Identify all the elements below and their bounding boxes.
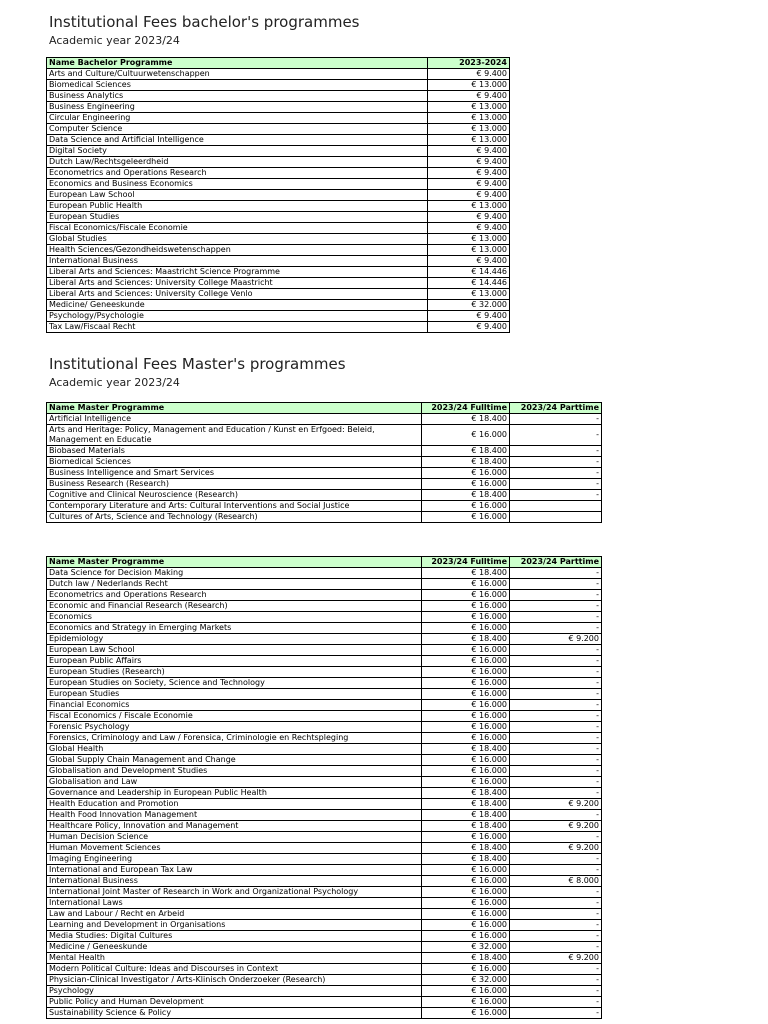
programme-name-cell: Biomedical Sciences	[47, 80, 428, 91]
parttime-fee-cell: -	[510, 898, 602, 909]
table-row	[47, 501, 602, 512]
fee-cell: € 16.000	[422, 656, 510, 667]
programme-name-cell: European Public Affairs	[47, 656, 422, 667]
programme-name-cell: Media Studies: Digital Cultures	[47, 931, 422, 942]
table-row	[47, 964, 602, 975]
table-row	[47, 278, 510, 289]
table-row	[47, 667, 602, 678]
parttime-fee-cell: -	[510, 755, 602, 766]
fee-cell: € 13.000	[428, 245, 510, 256]
fee-cell: € 16.000	[422, 832, 510, 843]
fee-cell: € 18.400	[422, 821, 510, 832]
programme-name-cell: Artificial Intelligence	[47, 414, 422, 425]
parttime-fee-cell: -	[510, 722, 602, 733]
table-row	[47, 843, 602, 854]
programme-name-cell: Business Research (Research)	[47, 479, 422, 490]
programme-name-cell: Business Intelligence and Smart Services	[47, 468, 422, 479]
parttime-fee-cell: -	[510, 479, 602, 490]
programme-name-cell: International Business	[47, 876, 422, 887]
fee-cell: € 18.400	[422, 788, 510, 799]
programme-name-cell: Economics	[47, 612, 422, 623]
table-row	[47, 634, 602, 645]
table-row	[47, 689, 602, 700]
programme-name-cell: Computer Science	[47, 124, 428, 135]
parttime-fee-cell: -	[510, 678, 602, 689]
fee-cell: € 16.000	[422, 722, 510, 733]
master-fees-table-continued	[46, 556, 602, 1019]
table-row	[47, 490, 602, 501]
master-academic-year: Academic year 2023/24	[49, 376, 180, 389]
table-row	[47, 788, 602, 799]
programme-name-cell: Biobased Materials	[47, 446, 422, 457]
programme-name-cell: Governance and Leadership in European Public Health	[47, 788, 422, 799]
programme-name-cell: Liberal Arts and Sciences: University College Venlo	[47, 289, 428, 300]
programme-name-cell: Fiscal Economics / Fiscale Economie	[47, 711, 422, 722]
fee-cell: € 18.400	[422, 446, 510, 457]
programme-name-cell: Public Policy and Human Development	[47, 997, 422, 1008]
fee-cell: € 9.400	[428, 212, 510, 223]
parttime-fee-cell: -	[510, 568, 602, 579]
fee-cell: € 18.400	[422, 414, 510, 425]
table-row	[47, 190, 510, 201]
table-row	[47, 909, 602, 920]
programme-name-cell: Econometrics and Operations Research	[47, 168, 428, 179]
fee-cell: € 32.000	[422, 942, 510, 953]
fee-cell: € 18.400	[422, 953, 510, 964]
table-row	[47, 168, 510, 179]
parttime-fee-cell: -	[510, 490, 602, 501]
fee-cell: € 13.000	[428, 289, 510, 300]
table-row	[47, 201, 510, 212]
fee-cell: € 32.000	[422, 975, 510, 986]
fee-cell: € 16.000	[422, 997, 510, 1008]
programme-name-cell: Business Analytics	[47, 91, 428, 102]
column-header-programme: Name Master Programme	[47, 403, 422, 414]
parttime-fee-cell: -	[510, 964, 602, 975]
programme-name-cell: Forensics, Criminology and Law / Forensica, Criminologie en Rechtspleging	[47, 733, 422, 744]
programme-name-cell: Data Science for Decision Making	[47, 568, 422, 579]
table-row	[47, 865, 602, 876]
table-row	[47, 468, 602, 479]
programme-name-cell: European Law School	[47, 645, 422, 656]
programme-name-cell: Health Sciences/Gezondheidswetenschappen	[47, 245, 428, 256]
parttime-fee-cell: -	[510, 711, 602, 722]
table-row	[47, 146, 510, 157]
programme-name-cell: Tax Law/Fiscaal Recht	[47, 322, 428, 333]
programme-name-cell: Biomedical Sciences	[47, 457, 422, 468]
fee-cell: € 16.000	[422, 623, 510, 634]
programme-name-cell: Global Health	[47, 744, 422, 755]
programme-name-cell: Human Decision Science	[47, 832, 422, 843]
programme-name-cell: International Joint Master of Research in Work and Organizational Psychology	[47, 887, 422, 898]
table-row	[47, 234, 510, 245]
programme-name-cell: Dutch law / Nederlands Recht	[47, 579, 422, 590]
fee-cell: € 16.000	[422, 876, 510, 887]
table-row	[47, 102, 510, 113]
table-row	[47, 568, 602, 579]
programme-name-cell: Digital Society	[47, 146, 428, 157]
table-row	[47, 289, 510, 300]
table-row	[47, 322, 510, 333]
parttime-fee-cell: -	[510, 975, 602, 986]
programme-name-cell: Globalisation and Law	[47, 777, 422, 788]
fee-cell: € 18.400	[422, 457, 510, 468]
programme-name-cell: Econometrics and Operations Research	[47, 590, 422, 601]
parttime-fee-cell: -	[510, 766, 602, 777]
parttime-fee-cell: € 8.000	[510, 876, 602, 887]
parttime-fee-cell: -	[510, 997, 602, 1008]
programme-name-cell: Medicine/ Geneeskunde	[47, 300, 428, 311]
table-row	[47, 733, 602, 744]
programme-name-cell: Data Science and Artificial Intelligence	[47, 135, 428, 146]
programme-name-cell: Epidemiology	[47, 634, 422, 645]
fee-cell: € 13.000	[428, 234, 510, 245]
fee-cell: € 18.400	[422, 744, 510, 755]
fee-cell: € 9.400	[428, 146, 510, 157]
fee-cell: € 16.000	[422, 501, 510, 512]
fee-cell: € 16.000	[422, 865, 510, 876]
table-row	[47, 1008, 602, 1019]
table-row	[47, 612, 602, 623]
programme-name-cell: Circular Engineering	[47, 113, 428, 124]
parttime-fee-cell: -	[510, 700, 602, 711]
table-row	[47, 479, 602, 490]
table-row	[47, 920, 602, 931]
table-row	[47, 986, 602, 997]
table-row	[47, 755, 602, 766]
parttime-fee-cell: -	[510, 645, 602, 656]
programme-name-cell: Cognitive and Clinical Neuroscience (Research)	[47, 490, 422, 501]
fee-cell: € 16.000	[422, 579, 510, 590]
parttime-fee-cell: -	[510, 854, 602, 865]
column-header-parttime: 2023/24 Parttime	[510, 557, 602, 568]
parttime-fee-cell: -	[510, 832, 602, 843]
fee-cell: € 14.446	[428, 278, 510, 289]
programme-name-cell: Mental Health	[47, 953, 422, 964]
programme-name-cell: Liberal Arts and Sciences: University College Maastricht	[47, 278, 428, 289]
fee-cell: € 9.400	[428, 179, 510, 190]
programme-name-cell: Global Supply Chain Management and Change	[47, 755, 422, 766]
parttime-fee-cell: -	[510, 457, 602, 468]
fee-cell: € 16.000	[422, 755, 510, 766]
parttime-fee-cell: -	[510, 942, 602, 953]
parttime-fee-cell: -	[510, 733, 602, 744]
fee-cell: € 9.400	[428, 256, 510, 267]
fee-cell: € 9.400	[428, 223, 510, 234]
programme-name-cell: Physician-Clinical Investigator / Arts-Klinisch Onderzoeker (Research)	[47, 975, 422, 986]
table-row	[47, 256, 510, 267]
fee-cell: € 9.400	[428, 322, 510, 333]
table-row	[47, 931, 602, 942]
fee-cell: € 9.400	[428, 69, 510, 80]
parttime-fee-cell: -	[510, 931, 602, 942]
programme-name-cell: Health Education and Promotion	[47, 799, 422, 810]
table-row	[47, 821, 602, 832]
table-row	[47, 311, 510, 322]
table-row	[47, 80, 510, 91]
programme-name-cell: Dutch Law/Rechtsgeleerdheid	[47, 157, 428, 168]
programme-name-cell: Globalisation and Development Studies	[47, 766, 422, 777]
programme-name-cell: European Public Health	[47, 201, 428, 212]
programme-name-cell: Fiscal Economics/Fiscale Economie	[47, 223, 428, 234]
fee-cell: € 16.000	[422, 425, 510, 446]
master-fees-table	[46, 402, 602, 523]
programme-name-cell: Financial Economics	[47, 700, 422, 711]
fee-cell: € 18.400	[422, 854, 510, 865]
table-row	[47, 953, 602, 964]
parttime-fee-cell: -	[510, 425, 602, 446]
programme-name-cell: European Studies on Society, Science and Technology	[47, 678, 422, 689]
fee-cell: € 9.400	[428, 190, 510, 201]
table-row	[47, 113, 510, 124]
fee-cell: € 16.000	[422, 931, 510, 942]
table-row	[47, 212, 510, 223]
programme-name-cell: Economics and Business Economics	[47, 179, 428, 190]
fee-cell: € 18.400	[422, 490, 510, 501]
programme-name-cell: Economics and Strategy in Emerging Markets	[47, 623, 422, 634]
programme-name-cell: Cultures of Arts, Science and Technology (Research)	[47, 512, 422, 523]
programme-name-cell: Arts and Heritage: Policy, Management and Education / Kunst en Erfgoed: Beleid, Management en Educatie	[47, 425, 422, 446]
table-row	[47, 898, 602, 909]
parttime-fee-cell: -	[510, 788, 602, 799]
parttime-fee-cell: -	[510, 920, 602, 931]
parttime-fee-cell: -	[510, 865, 602, 876]
column-header-programme: Name Master Programme	[47, 557, 422, 568]
fee-cell: € 18.400	[422, 799, 510, 810]
table-row	[47, 975, 602, 986]
table-row	[47, 678, 602, 689]
fee-cell: € 13.000	[428, 201, 510, 212]
table-row	[47, 942, 602, 953]
programme-name-cell: European Studies	[47, 689, 422, 700]
table-row	[47, 300, 510, 311]
table-row	[47, 645, 602, 656]
fee-cell: € 16.000	[422, 898, 510, 909]
programme-name-cell: Imaging Engineering	[47, 854, 422, 865]
parttime-fee-cell: -	[510, 986, 602, 997]
column-header-parttime: 2023/24 Parttime	[510, 403, 602, 414]
programme-name-cell: Healthcare Policy, Innovation and Management	[47, 821, 422, 832]
table-row	[47, 179, 510, 190]
parttime-fee-cell: € 9.200	[510, 953, 602, 964]
table-row	[47, 854, 602, 865]
parttime-fee-cell: -	[510, 810, 602, 821]
table-row	[47, 579, 602, 590]
fee-cell: € 16.000	[422, 964, 510, 975]
programme-name-cell: Business Engineering	[47, 102, 428, 113]
programme-name-cell: International Business	[47, 256, 428, 267]
fee-cell: € 16.000	[422, 645, 510, 656]
fee-cell: € 16.000	[422, 986, 510, 997]
fee-cell: € 13.000	[428, 124, 510, 135]
fee-cell: € 13.000	[428, 80, 510, 91]
table-row	[47, 512, 602, 523]
fee-cell: € 16.000	[422, 920, 510, 931]
programme-name-cell: Contemporary Literature and Arts: Cultural Interventions and Social Justice	[47, 501, 422, 512]
fee-cell: € 18.400	[422, 634, 510, 645]
table-header-row	[47, 557, 602, 568]
fee-cell: € 18.400	[422, 568, 510, 579]
table-row	[47, 601, 602, 612]
programme-name-cell: Modern Political Culture: Ideas and Discourses in Context	[47, 964, 422, 975]
fee-cell: € 13.000	[428, 102, 510, 113]
fee-cell: € 9.400	[428, 311, 510, 322]
parttime-fee-cell: € 9.200	[510, 821, 602, 832]
column-header-fulltime: 2023/24 Fulltime	[422, 557, 510, 568]
fee-cell: € 14.446	[428, 267, 510, 278]
programme-name-cell: Global Studies	[47, 234, 428, 245]
parttime-fee-cell: € 9.200	[510, 799, 602, 810]
parttime-fee-cell	[510, 501, 602, 512]
fee-cell: € 16.000	[422, 887, 510, 898]
programme-name-cell: European Studies	[47, 212, 428, 223]
table-row	[47, 799, 602, 810]
fee-cell: € 9.400	[428, 157, 510, 168]
fee-cell: € 18.400	[422, 810, 510, 821]
fee-cell: € 16.000	[422, 1008, 510, 1019]
parttime-fee-cell: -	[510, 579, 602, 590]
parttime-fee-cell	[510, 512, 602, 523]
bachelor-fees-title: Institutional Fees bachelor's programmes	[49, 13, 360, 31]
fee-cell: € 16.000	[422, 909, 510, 920]
fee-cell: € 16.000	[422, 601, 510, 612]
programme-name-cell: European Law School	[47, 190, 428, 201]
table-row	[47, 777, 602, 788]
parttime-fee-cell: -	[510, 612, 602, 623]
table-row	[47, 711, 602, 722]
table-row	[47, 810, 602, 821]
parttime-fee-cell: € 9.200	[510, 634, 602, 645]
parttime-fee-cell: € 9.200	[510, 843, 602, 854]
table-row	[47, 744, 602, 755]
column-header-fulltime: 2023/24 Fulltime	[422, 403, 510, 414]
parttime-fee-cell: -	[510, 414, 602, 425]
programme-name-cell: Liberal Arts and Sciences: Maastricht Science Programme	[47, 267, 428, 278]
table-row	[47, 832, 602, 843]
parttime-fee-cell: -	[510, 468, 602, 479]
table-row	[47, 91, 510, 102]
fee-cell: € 16.000	[422, 766, 510, 777]
programme-name-cell: Learning and Development in Organisations	[47, 920, 422, 931]
fee-cell: € 16.000	[422, 612, 510, 623]
table-row	[47, 766, 602, 777]
table-row	[47, 245, 510, 256]
programme-name-cell: European Studies (Research)	[47, 667, 422, 678]
table-row	[47, 157, 510, 168]
fee-cell: € 32.000	[428, 300, 510, 311]
programme-name-cell: International Laws	[47, 898, 422, 909]
parttime-fee-cell: -	[510, 667, 602, 678]
fee-cell: € 16.000	[422, 777, 510, 788]
master-fees-title: Institutional Fees Master's programmes	[49, 355, 346, 373]
programme-name-cell: Health Food Innovation Management	[47, 810, 422, 821]
table-row	[47, 267, 510, 278]
fee-cell: € 16.000	[422, 678, 510, 689]
fee-cell: € 13.000	[428, 135, 510, 146]
table-row	[47, 457, 602, 468]
table-row	[47, 623, 602, 634]
parttime-fee-cell: -	[510, 887, 602, 898]
parttime-fee-cell: -	[510, 909, 602, 920]
fee-cell: € 16.000	[422, 711, 510, 722]
fee-cell: € 16.000	[422, 479, 510, 490]
parttime-fee-cell: -	[510, 744, 602, 755]
table-row	[47, 887, 602, 898]
parttime-fee-cell: -	[510, 601, 602, 612]
table-row	[47, 722, 602, 733]
programme-name-cell: Law and Labour / Recht en Arbeid	[47, 909, 422, 920]
parttime-fee-cell: -	[510, 1008, 602, 1019]
fee-cell: € 16.000	[422, 733, 510, 744]
bachelor-fees-table	[46, 57, 510, 333]
table-row	[47, 69, 510, 80]
programme-name-cell: Arts and Culture/Cultuurwetenschappen	[47, 69, 428, 80]
programme-name-cell: International and European Tax Law	[47, 865, 422, 876]
programme-name-cell: Psychology/Psychologie	[47, 311, 428, 322]
column-header-fee: 2023-2024	[428, 58, 510, 69]
fee-cell: € 9.400	[428, 91, 510, 102]
programme-name-cell: Psychology	[47, 986, 422, 997]
table-row	[47, 135, 510, 146]
parttime-fee-cell: -	[510, 623, 602, 634]
table-row	[47, 124, 510, 135]
programme-name-cell: Medicine / Geneeskunde	[47, 942, 422, 953]
table-row	[47, 414, 602, 425]
table-row	[47, 997, 602, 1008]
fee-cell: € 16.000	[422, 689, 510, 700]
table-row	[47, 425, 602, 446]
table-row	[47, 656, 602, 667]
parttime-fee-cell: -	[510, 689, 602, 700]
fee-cell: € 9.400	[428, 168, 510, 179]
parttime-fee-cell: -	[510, 777, 602, 788]
programme-name-cell: Sustainability Science & Policy	[47, 1008, 422, 1019]
fee-cell: € 16.000	[422, 590, 510, 601]
parttime-fee-cell: -	[510, 446, 602, 457]
table-header-row	[47, 403, 602, 414]
fee-cell: € 16.000	[422, 512, 510, 523]
bachelor-academic-year: Academic year 2023/24	[49, 34, 180, 47]
fee-cell: € 16.000	[422, 468, 510, 479]
parttime-fee-cell: -	[510, 656, 602, 667]
fee-cell: € 16.000	[422, 700, 510, 711]
table-row	[47, 876, 602, 887]
programme-name-cell: Forensic Psychology	[47, 722, 422, 733]
table-row	[47, 590, 602, 601]
programme-name-cell: Human Movement Sciences	[47, 843, 422, 854]
table-row	[47, 700, 602, 711]
table-row	[47, 446, 602, 457]
fee-cell: € 18.400	[422, 843, 510, 854]
fee-cell: € 13.000	[428, 113, 510, 124]
column-header-programme: Name Bachelor Programme	[47, 58, 428, 69]
programme-name-cell: Economic and Financial Research (Research)	[47, 601, 422, 612]
parttime-fee-cell: -	[510, 590, 602, 601]
table-row	[47, 223, 510, 234]
table-header-row	[47, 58, 510, 69]
fee-cell: € 16.000	[422, 667, 510, 678]
